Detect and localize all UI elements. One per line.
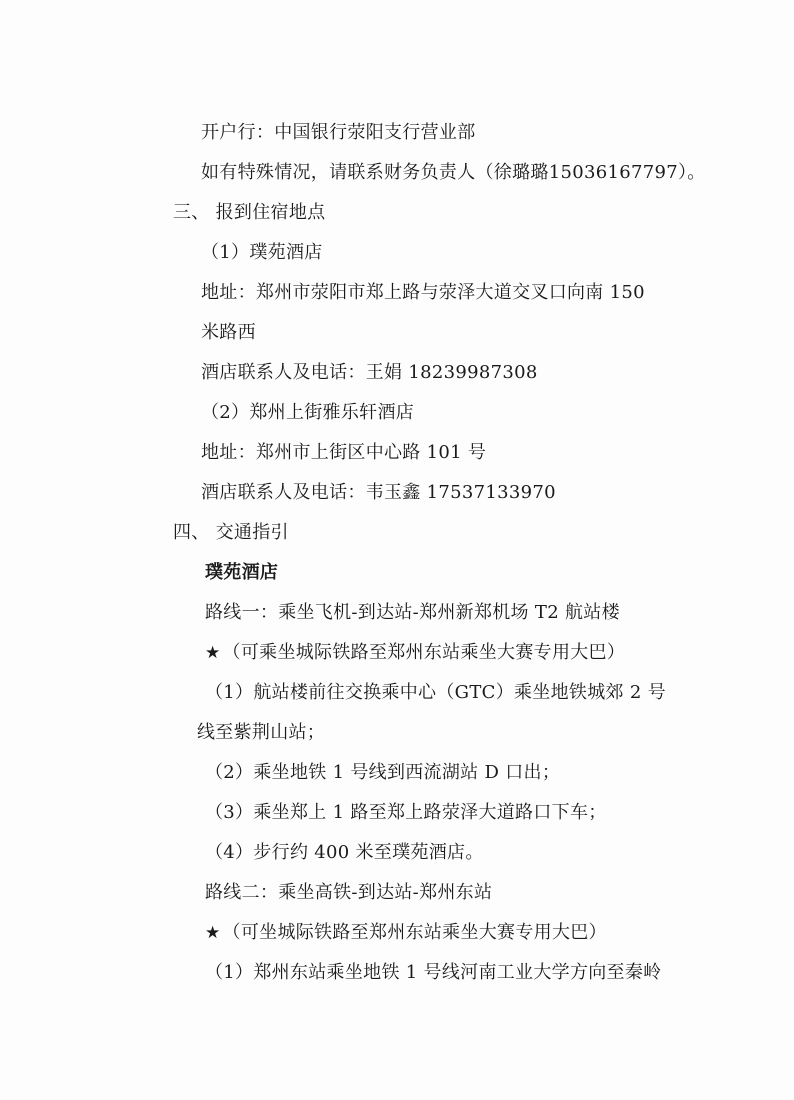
hotel-1-address: 地址：郑州市荥阳市郑上路与荥泽大道交叉口向南 150 (201, 282, 645, 303)
transport-hotel-title: 璞苑酒店 (205, 562, 279, 583)
bank-line: 开户行：中国银行荥阳支行营业部 (201, 122, 476, 143)
route-2-step-1: （1）郑州东站乘坐地铁 1 号线河南工业大学方向至秦岭 (205, 962, 662, 983)
star-icon: ★ (205, 923, 221, 943)
route-1-step-3: （3）乘坐郑上 1 路至郑上路荥泽大道路口下车； (205, 802, 607, 823)
hotel-2-contact: 酒店联系人及电话：韦玉鑫 17537133970 (201, 482, 556, 503)
route-1-note-text: （可乘坐城际铁路至郑州东站乘坐大赛专用大巴） (222, 642, 626, 663)
hotel-1-name: （1）璞苑酒店 (201, 242, 323, 263)
hotel-2-address: 地址：郑州市上街区中心路 101 号 (201, 442, 487, 463)
section-3-heading: 三、 报到住宿地点 (173, 202, 326, 223)
hotel-1-address-continued: 米路西 (201, 322, 256, 343)
route-1-title: 路线一：乘坐飞机-到达站-郑州新郑机场 T2 航站楼 (205, 602, 620, 623)
route-1-step-1: （1）航站楼前往交换乘中心（GTC）乘坐地铁城郊 2 号 (205, 682, 666, 703)
route-2-note (205, 921, 607, 945)
hotel-1-contact: 酒店联系人及电话：王娟 18239987308 (201, 362, 538, 383)
route-2-title: 路线二：乘坐高铁-到达站-郑州东站 (205, 882, 493, 903)
route-1-note (205, 641, 625, 665)
hotel-2-name: （2）郑州上街雅乐轩酒店 (201, 402, 415, 423)
finance-contact-line: 如有特殊情况，请联系财务负责人（徐璐璐15036167797）。 (201, 162, 706, 183)
route-1-step-4: （4）步行约 400 米至璞苑酒店。 (205, 842, 484, 863)
route-1-step-1-continued: 线至紫荆山站； (197, 722, 326, 743)
route-2-note-text: （可坐城际铁路至郑州东站乘坐大赛专用大巴） (222, 922, 607, 943)
route-1-step-2: （2）乘坐地铁 1 号线到西流湖站 D 口出； (205, 762, 561, 783)
section-4-heading: 四、 交通指引 (173, 522, 289, 543)
star-icon: ★ (205, 643, 221, 663)
